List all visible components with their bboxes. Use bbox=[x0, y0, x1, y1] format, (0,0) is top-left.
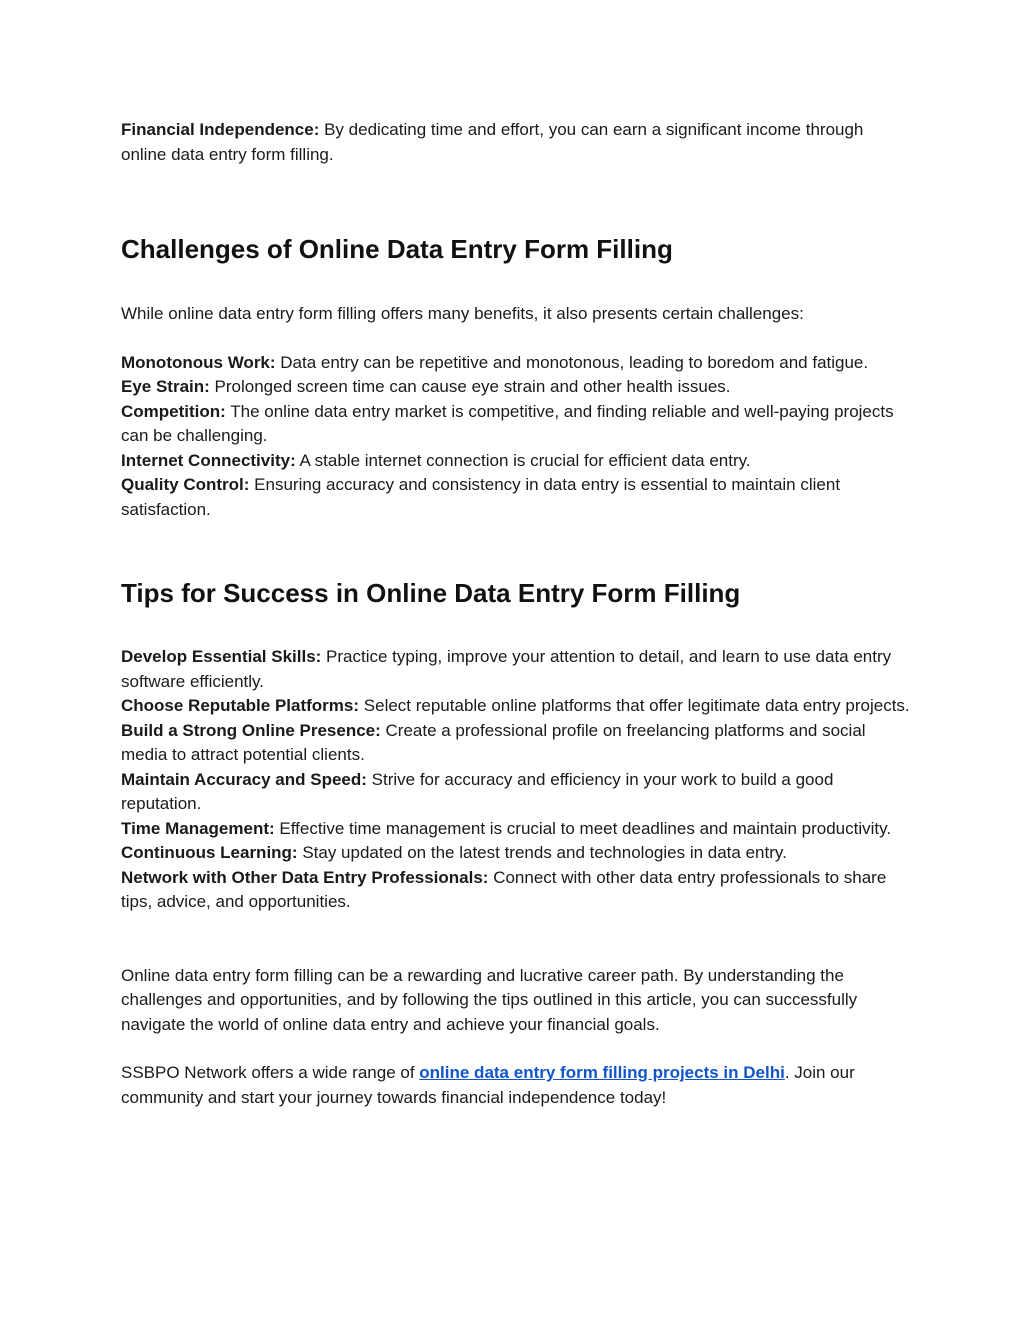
tips-list bbox=[121, 645, 911, 915]
tip-item bbox=[121, 694, 911, 719]
item-label: Build a Strong Online Presence: bbox=[121, 720, 381, 740]
challenge-item bbox=[121, 351, 911, 376]
cta-text-before: SSBPO Network offers a wide range of bbox=[121, 1063, 420, 1082]
item-label: Monotonous Work: bbox=[121, 352, 276, 372]
item-label: Continuous Learning: bbox=[121, 843, 298, 862]
item-text: By dedicating time and effort, you can earn a significant income through online data entry form filling. bbox=[121, 120, 864, 164]
cta-text-after: . Join our community and start your journey towards financial independence today! bbox=[121, 1063, 855, 1107]
item-text: Prolonged screen time can cause eye strain and other health issues. bbox=[209, 377, 731, 396]
item-text: A stable internet connection is crucial for efficient data entry. bbox=[295, 450, 751, 470]
item-label: Develop Essential Skills: bbox=[121, 647, 322, 666]
item-text: Create a professional profile on freelancing platforms and social media to attract potential clients. bbox=[121, 720, 866, 764]
tips-heading: Tips for Success in Online Data Entry Form Filling bbox=[121, 578, 741, 608]
item-label: Maintain Accuracy and Speed: bbox=[121, 769, 367, 789]
document-page bbox=[121, 118, 911, 1110]
item-label: Choose Reputable Platforms: bbox=[121, 696, 360, 715]
tip-item bbox=[121, 841, 911, 866]
item-text: Connect with other data entry professionals to share tips, advice, and opportunities. bbox=[121, 867, 887, 911]
item-text: Data entry can be repetitive and monotonous, leading to boredom and fatigue. bbox=[275, 352, 869, 372]
item-text: Practice typing, improve your attention to detail, and learn to use data entry software efficiently. bbox=[121, 647, 892, 691]
challenge-item bbox=[121, 449, 911, 474]
tip-item bbox=[121, 866, 911, 915]
item-label: Eye Strain: bbox=[121, 377, 210, 396]
item-text: Select reputable online platforms that offer legitimate data entry projects. bbox=[359, 696, 910, 715]
item-text: Stay updated on the latest trends and technologies in data entry. bbox=[297, 843, 787, 862]
challenges-list bbox=[121, 351, 911, 523]
challenges-heading: Challenges of Online Data Entry Form Filling bbox=[121, 234, 673, 264]
tip-item bbox=[121, 719, 911, 768]
challenge-item bbox=[121, 400, 911, 449]
item-label: Network with Other Data Entry Professionals: bbox=[121, 867, 489, 887]
item-text: Ensuring accuracy and consistency in data entry is essential to maintain client satisfaction. bbox=[121, 475, 841, 519]
item-text: The online data entry market is competitive, and finding reliable and well-paying projects can be challenging. bbox=[121, 401, 894, 445]
challenge-item bbox=[121, 375, 911, 400]
item-text: Effective time management is crucial to meet deadlines and maintain productivity. bbox=[274, 818, 892, 838]
cta-paragraph bbox=[121, 1061, 911, 1110]
item-label: Time Management: bbox=[121, 818, 275, 838]
intro-item-financial-independence bbox=[121, 118, 911, 167]
item-label: Internet Connectivity: bbox=[121, 450, 296, 470]
tip-item bbox=[121, 645, 911, 694]
tip-item bbox=[121, 817, 911, 842]
item-label: Quality Control: bbox=[121, 475, 250, 494]
projects-link[interactable]: online data entry form filling projects in Delhi bbox=[419, 1063, 785, 1082]
item-label: Competition: bbox=[121, 401, 226, 421]
item-label: Financial Independence: bbox=[121, 120, 320, 139]
conclusion-paragraph: Online data entry form filling can be a rewarding and lucrative career path. By understanding the challenges and opportunities, and by following the tips outlined in this article, you can successfully navigate the world of online data entry and achieve your financial goals. bbox=[121, 965, 858, 1034]
item-text: Strive for accuracy and efficiency in your work to build a good reputation. bbox=[121, 769, 834, 813]
tip-item bbox=[121, 768, 911, 817]
challenge-item bbox=[121, 473, 911, 522]
challenges-intro: While online data entry form filling offers many benefits, it also presents certain challenges: bbox=[121, 304, 804, 323]
